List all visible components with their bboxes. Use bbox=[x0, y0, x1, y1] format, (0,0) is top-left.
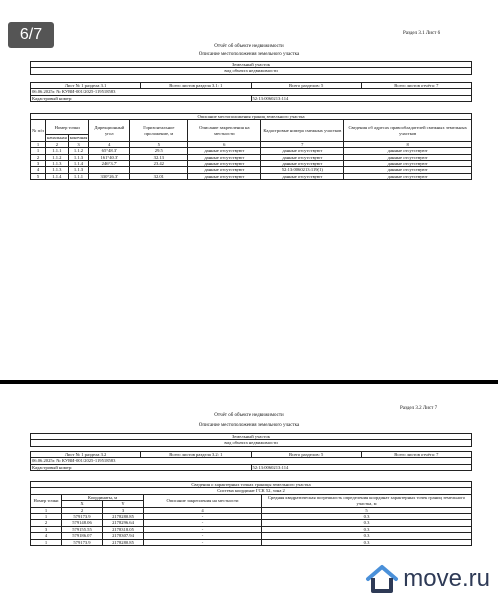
table-row: 5 1.1.4 1.1.1 330°26.3' 32.01 данные отсутствуют данные отсутствуют данные отсутствуют bbox=[31, 173, 472, 179]
table-row: 1 579173.9 2178280.85 - 0.3 bbox=[31, 514, 472, 520]
boundary-description-table bbox=[30, 113, 472, 180]
object-kind: вид объекта недвижимости bbox=[31, 440, 472, 446]
cadastral-value: 52:13:0060213:114 bbox=[251, 95, 472, 101]
section-ref: Раздел 3.2 Лист 7 bbox=[400, 406, 438, 411]
table-row: 1 579173.9 2178280.85 - 0.3 bbox=[31, 539, 472, 545]
section-sheets: Всего листов раздела 3.1: 1 bbox=[141, 82, 251, 88]
col-point-number: Номер точки bbox=[46, 120, 89, 135]
report-subtitle: Описание местоположения земельного участка bbox=[198, 52, 300, 57]
section-sheets: Всего листов раздела 3.2: 1 bbox=[141, 451, 251, 457]
points-table bbox=[30, 481, 472, 546]
total-sheets: Всего листов отчёта: 7 bbox=[361, 451, 471, 457]
col-fixing-description: Описание закрепления на местности bbox=[188, 120, 261, 141]
house-icon bbox=[365, 564, 399, 594]
total-sections: Всего разделов: 5 bbox=[251, 82, 361, 88]
sheet-number: Лист № 1 раздела 3.1 bbox=[31, 82, 141, 88]
object-kind: вид объекта недвижимости bbox=[31, 68, 472, 74]
date-number: 06.06.2025г. № КУВИ-001/2025-119518583 bbox=[31, 458, 472, 464]
report-page-2 bbox=[0, 384, 498, 600]
col-x: X bbox=[62, 501, 103, 507]
col-mean-error: Средняя квадратическая погрешность определения координат характерных точек границ земельного участка, м bbox=[262, 494, 472, 507]
col-fixing-description: Описание закрепления на местности bbox=[144, 494, 262, 507]
report-subtitle: Описание местоположения земельного участка bbox=[198, 423, 300, 428]
object-header-table bbox=[30, 61, 472, 102]
coordinate-system: Система координат ГСК 52, зона 2 bbox=[31, 488, 472, 494]
total-sections: Всего разделов: 5 bbox=[251, 451, 361, 457]
col-point-number: Номер точки bbox=[31, 494, 62, 507]
table-title: Описание местоположения границ земельного участка bbox=[31, 114, 472, 120]
report-title: Отчёт об объекте недвижимости bbox=[214, 413, 284, 418]
col-coordinates: Координаты, м bbox=[62, 494, 144, 500]
cadastral-label: Кадастровый номер: bbox=[31, 464, 252, 470]
object-header-table bbox=[30, 433, 472, 471]
col-owner-addresses: Сведения об адресах правообладателей смежных земельных участков bbox=[344, 120, 472, 141]
object-name: Земельный участок bbox=[31, 434, 472, 440]
report-title: Отчёт об объекте недвижимости bbox=[214, 44, 284, 49]
column-numbers-row: 1 2 3 4 5 bbox=[31, 507, 472, 513]
col-adjacent-cadastral: Кадастровые номера смежных участков bbox=[261, 120, 344, 141]
brand-name: move.ru bbox=[403, 565, 490, 592]
table-row: 1 1.1.1 1.1.2 65°48.3' 29.5 данные отсутствуют данные отсутствуют данные отсутствуют bbox=[31, 148, 472, 154]
date-number: 06.06.2025г. № КУВИ-001/2025-119518583 bbox=[31, 89, 472, 95]
table-title: Сведения о характерных точках границы земельного участка bbox=[31, 482, 472, 488]
col-point-end: конечная bbox=[69, 135, 88, 141]
table-row: 2 1.1.2 1.1.3 161°40.3' 32.13 данные отсутствуют данные отсутствуют данные отсутствуют bbox=[31, 154, 472, 160]
table-row: 3 579155.55 2178318.05 - 0.3 bbox=[31, 526, 472, 532]
total-sheets: Всего листов отчёта: 7 bbox=[361, 82, 471, 88]
col-number: № п/п bbox=[31, 120, 46, 141]
col-direction-angle: Дирекционный угол bbox=[89, 120, 130, 141]
page-counter: 6/7 bbox=[8, 22, 54, 48]
table-row: 3 1.1.3 1.1.4 246°3.7' 23.42 данные отсутствуют данные отсутствуют данные отсутствуют bbox=[31, 161, 472, 167]
cadastral-label: Кадастровый номер: bbox=[31, 95, 252, 101]
col-y: Y bbox=[103, 501, 144, 507]
object-name: Земельный участок bbox=[31, 62, 472, 68]
move-ru-logo bbox=[365, 564, 490, 594]
sheet-number: Лист № 1 раздела 3.2 bbox=[31, 451, 141, 457]
cadastral-value: 52:13:0060213:114 bbox=[251, 464, 472, 470]
col-point-start: начальная bbox=[47, 135, 67, 141]
table-row: 4 579186.07 2178307.94 - 0.3 bbox=[31, 533, 472, 539]
section-ref: Раздел 3.1 Лист 6 bbox=[403, 31, 441, 36]
column-numbers-row: 1 2 3 4 5 6 7 8 bbox=[31, 141, 472, 147]
table-row: 2 579148.06 2178296.64 - 0.3 bbox=[31, 520, 472, 526]
col-horizontal-length: Горизонтальное проложение, м bbox=[130, 120, 188, 141]
table-row: 4 1.1.3 1.1.3 данные отсутствуют 52:13:0060213:119(1) данные отсутствуют bbox=[31, 167, 472, 173]
